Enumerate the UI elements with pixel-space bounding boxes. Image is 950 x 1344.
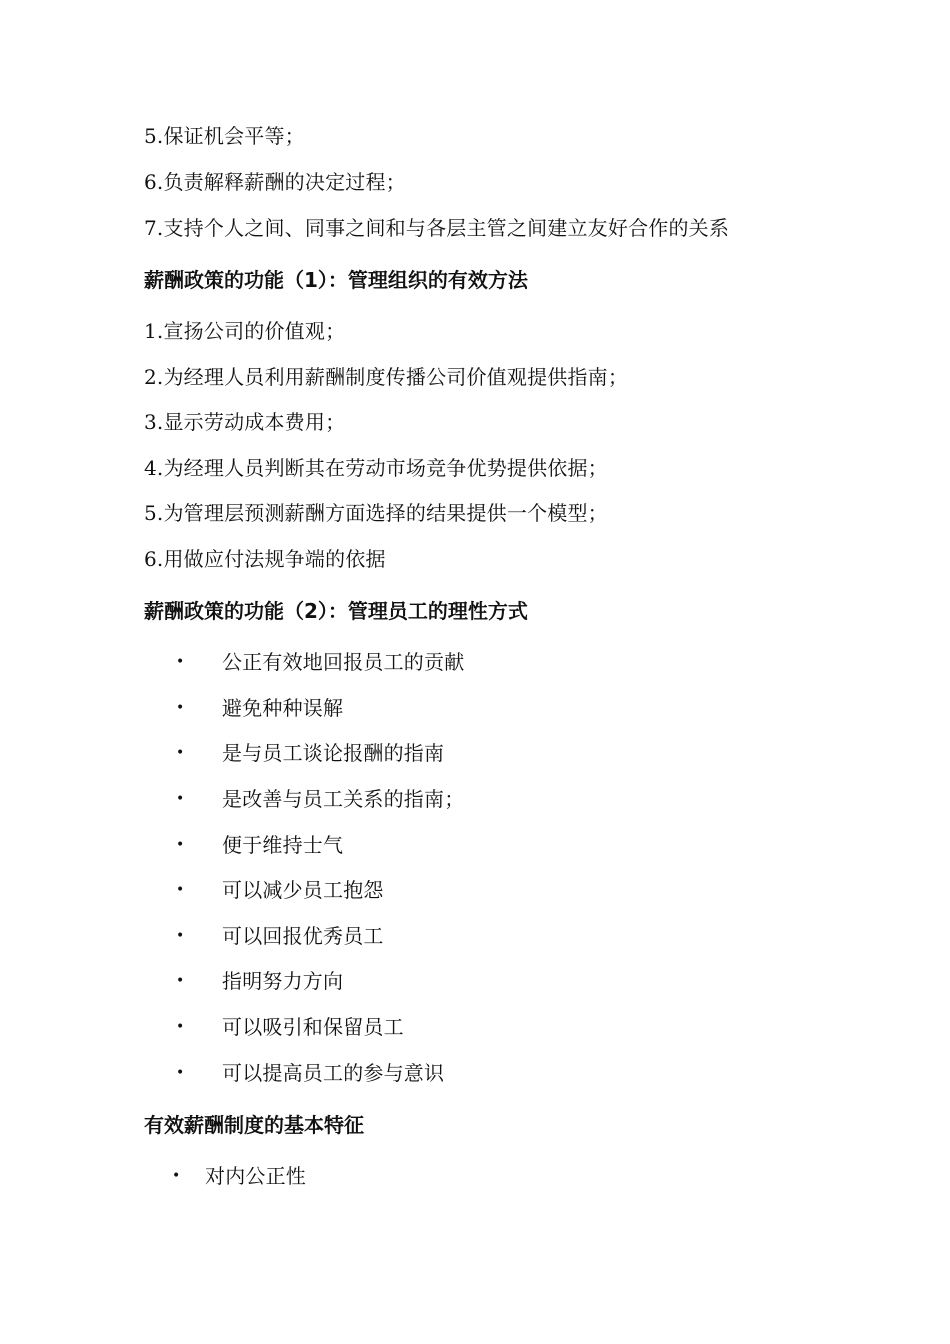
bullet-icon: • [176, 745, 185, 761]
bullet-icon: • [176, 1065, 185, 1081]
list-item [0, 648, 950, 676]
bullet-icon: • [176, 654, 185, 670]
list-item [0, 785, 950, 813]
section2-heading: 薪酬政策的功能（2）：管理员工的理性方式 [144, 599, 528, 623]
list-item [0, 967, 950, 995]
list-item-text: 公正有效地回报员工的贡献 [222, 650, 465, 674]
section1-item-6: 6.用做应付法规争端的依据 [144, 547, 386, 571]
bullet-icon: • [172, 1168, 181, 1184]
bullet-icon: • [176, 791, 185, 807]
list-item-text: 是与员工谈论报酬的指南 [222, 741, 445, 765]
bullet-icon: • [176, 928, 185, 944]
list-item-text: 是改善与员工关系的指南； [222, 787, 465, 811]
bullet-icon: • [176, 1019, 185, 1035]
intro-item-6: 6.负责解释薪酬的决定过程； [144, 170, 406, 194]
list-item-text: 便于维持士气 [222, 833, 344, 857]
bullet-icon: • [176, 837, 185, 853]
list-item [0, 831, 950, 859]
list-item [0, 739, 950, 767]
list-item [0, 876, 950, 904]
intro-item-7: 7.支持个人之间、同事之间和与各层主管之间建立友好合作的关系 [144, 216, 730, 240]
bullet-icon: • [176, 882, 185, 898]
section1-item-2: 2.为经理人员利用薪酬制度传播公司价值观提供指南； [144, 365, 629, 389]
section1-item-4: 4.为经理人员判断其在劳动市场竞争优势提供依据； [144, 456, 608, 480]
list-item-text: 可以吸引和保留员工 [222, 1015, 404, 1039]
list-item-text: 对内公正性 [205, 1164, 306, 1188]
section1-item-1: 1.宣扬公司的价值观； [144, 319, 346, 343]
list-item-text: 可以减少员工抱怨 [222, 878, 384, 902]
bullet-icon: • [176, 973, 185, 989]
list-item [0, 1162, 950, 1190]
section1-item-3: 3.显示劳动成本费用； [144, 410, 346, 434]
list-item-text: 指明努力方向 [222, 969, 344, 993]
intro-item-5: 5.保证机会平等； [144, 124, 305, 148]
section1-heading: 薪酬政策的功能（1）：管理组织的有效方法 [144, 268, 528, 292]
section3-heading: 有效薪酬制度的基本特征 [144, 1113, 364, 1137]
list-item-text: 可以提高员工的参与意识 [222, 1061, 445, 1085]
list-item [0, 922, 950, 950]
list-item-text: 可以回报优秀员工 [222, 924, 384, 948]
section1-item-5: 5.为管理层预测薪酬方面选择的结果提供一个模型； [144, 501, 608, 525]
list-item-text: 避免种种误解 [222, 696, 344, 720]
list-item [0, 1059, 950, 1087]
list-item [0, 694, 950, 722]
list-item [0, 1013, 950, 1041]
bullet-icon: • [176, 700, 185, 716]
